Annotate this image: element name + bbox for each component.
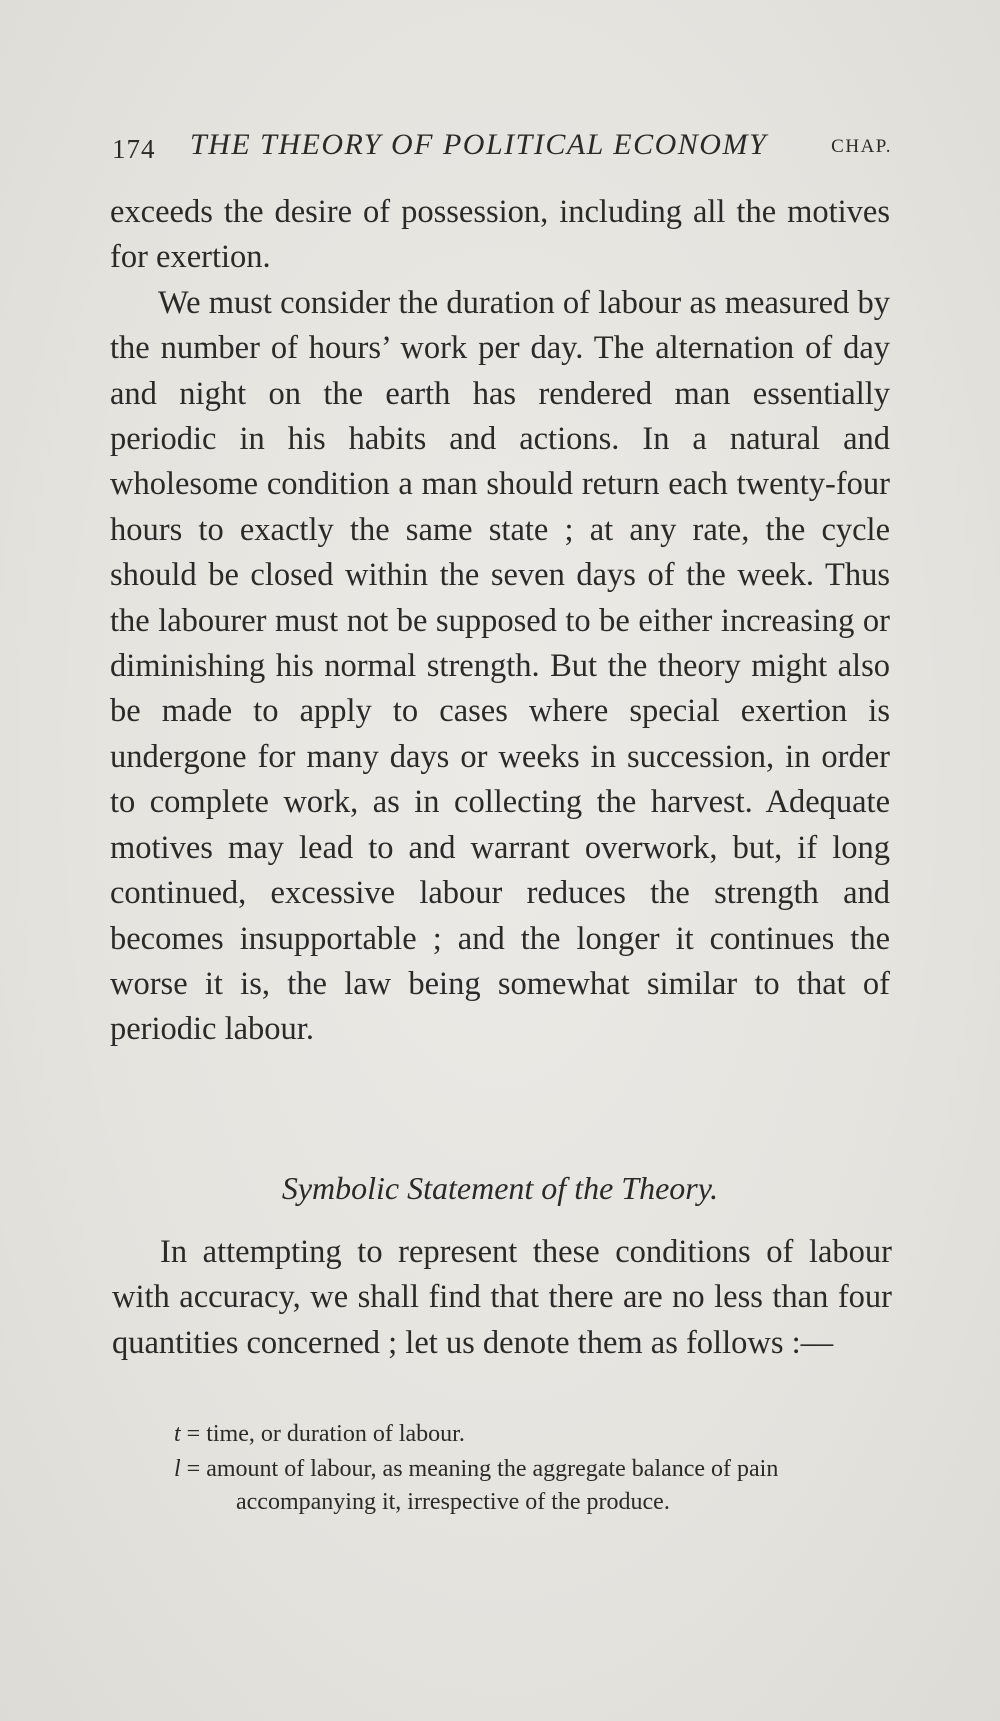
page-number: 174 (112, 134, 156, 164)
running-head (112, 128, 892, 168)
definition-text: = amount of labour, as meaning the aggregate balance of pain accompanying it, irrespective of the produce. (180, 1456, 779, 1515)
section-heading: Symbolic Statement of the Theory. (281, 1170, 719, 1206)
running-title: THE THEORY OF POLITICAL ECONOMY (190, 128, 768, 161)
chapter-label: CHAP. (831, 136, 892, 157)
section-text (112, 1230, 892, 1366)
paragraph-duration-of-labour: We must consider the duration of labour as measured by the number of hours’ work per day. The alternation of day and night on the earth has rendered man essentially periodic in his habits and actions. In a natural and wholesome condition a man should return each twenty-four hours to exactly the same state ; at any rate, the cycle should be closed within the seven days of the week. Thus the labourer must not be supposed to be either increasing or diminishing his normal strength. But the theory might also be made to apply to cases where special exertion is undergone for many days or weeks in succession, in order to complete work, as in collecting the harvest. Adequate motives may lead to and warrant overwork, but, if long continued, excessive labour reduces the strength and becomes insupportable ; and the longer it continues the worse it is, the law being somewhat similar to that of periodic labour. (110, 284, 890, 1048)
body-text (110, 190, 890, 1053)
definition-item (174, 1453, 896, 1519)
definition-symbol: t (174, 1421, 181, 1447)
definition-list (174, 1418, 896, 1521)
definition-item (174, 1418, 896, 1451)
definition-symbol: l (174, 1456, 181, 1482)
definition-text: = time, or duration of labour. (180, 1421, 465, 1447)
paragraph-continued: exceeds the desire of possession, including all the motives for exertion. (110, 194, 890, 276)
paragraph-symbolic-statement: In attempting to represent these conditions of labour with accuracy, we shall find that there are no less than four quantities concerned ; let us denote them as follows :— (112, 1234, 892, 1361)
